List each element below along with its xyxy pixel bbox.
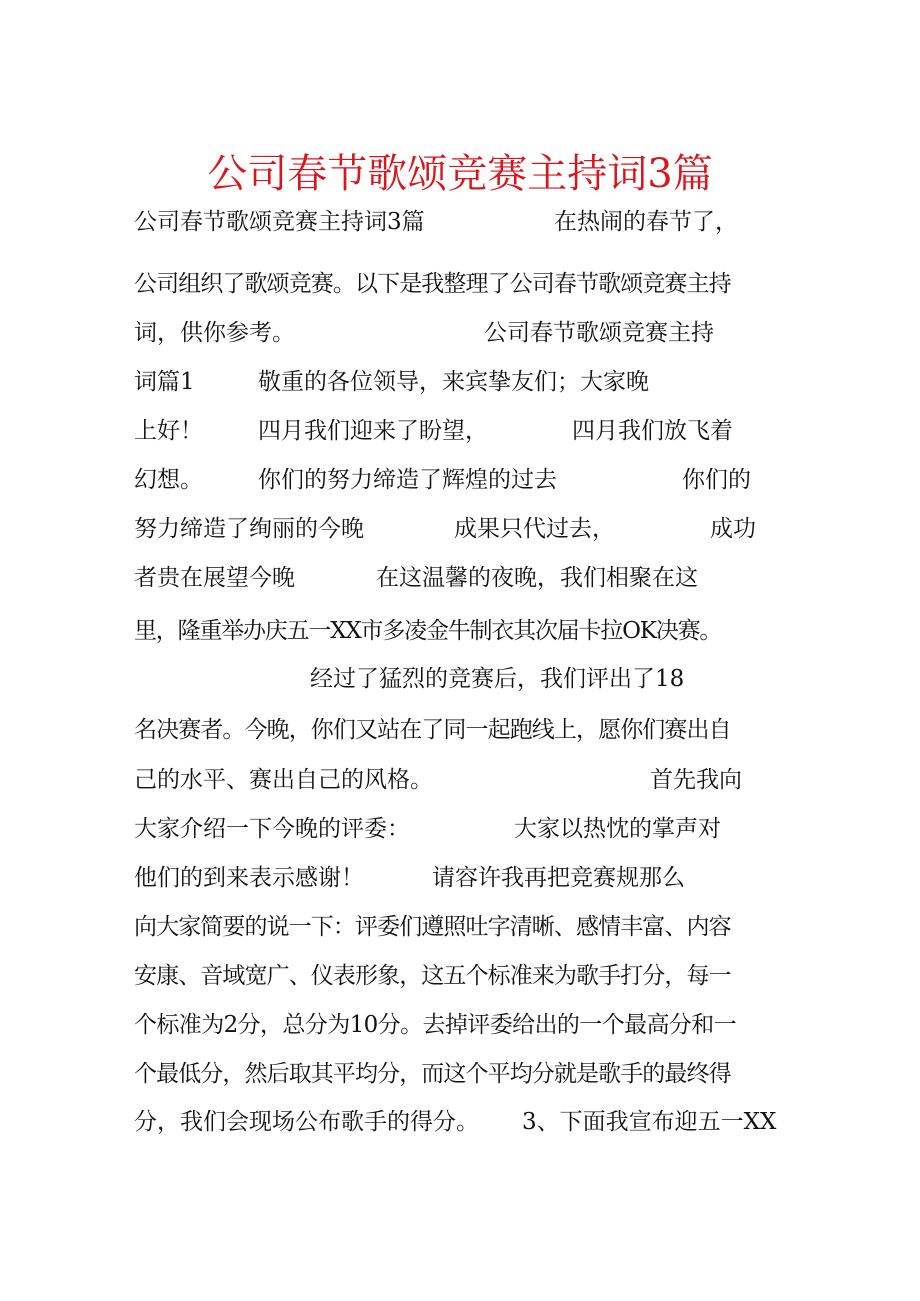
text-segment: 努力缔造了绚丽的今晚 [134, 516, 364, 542]
text-segment: 你们的 [682, 467, 751, 493]
text-segment: 名决赛者。今晚，你们又站在了同一起跑线上，愿你们赛出自 [134, 717, 731, 743]
text-segment: 公司春节歌颂竞赛主持 [484, 320, 714, 346]
text-segment: 成功 [710, 516, 756, 542]
text-segment: 在热闹的春节了， [554, 209, 738, 235]
text-segment: 分，我们会现场公布歌手的得分。 [134, 1109, 479, 1135]
text-segment: 首先我向 [650, 767, 742, 793]
text-segment: 四月我们迎来了盼望， [258, 418, 488, 444]
text-segment: 经过了猛烈的竞赛后，我们评出了18 [310, 666, 685, 692]
text-segment: 个标准为2分，总分为10分。去掉评委给出的一个最高分和一 [134, 1012, 737, 1038]
text-segment: 3、下面我宣布迎五一XX [522, 1109, 777, 1135]
text-segment: 敬重的各位领导，来宾挚友们；大家晚 [258, 369, 649, 395]
text-segment: 四月我们放飞着 [572, 418, 733, 444]
text-segment: 己的水平、赛出自己的风格。 [134, 767, 433, 793]
text-segment: 者贵在展望今晚 [134, 565, 295, 591]
text-segment: 词，供你参考。 [134, 320, 295, 346]
text-segment: 请容许我再把竞赛规那么 [432, 865, 685, 891]
text-segment: 大家介绍一下今晚的评委： [134, 816, 410, 842]
text-segment: 安康、音域宽广、仪表形象，这五个标准来为歌手打分，每一 [134, 963, 731, 989]
text-segment: 公司组织了歌颂竞赛。以下是我整理了公司春节歌颂竞赛主持 [134, 271, 731, 297]
text-segment: 幻想。 [134, 467, 203, 493]
text-segment: 上好！ [134, 418, 203, 444]
text-segment: 里，隆重举办庆五一XX市多凌金牛制衣其次届卡拉OK决赛。 [134, 618, 722, 644]
text-segment: 大家以热忱的掌声对 [514, 816, 721, 842]
text-segment: 公司春节歌颂竞赛主持词3篇 [134, 209, 425, 235]
text-segment: 你们的努力缔造了辉煌的过去 [258, 467, 557, 493]
text-segment: 他们的到来表示感谢！ [134, 865, 364, 891]
text-segment: 成果只代过去， [454, 516, 615, 542]
text-segment: 词篇1 [134, 369, 195, 395]
text-segment: 向大家简要的说一下：评委们遵照吐字清晰、感情丰富、内容 [134, 914, 731, 940]
text-segment: 个最低分，然后取其平均分，而这个平均分就是歌手的最终得 [134, 1061, 731, 1087]
text-segment: 在这温馨的夜晚，我们相聚在这 [376, 565, 698, 591]
document-title: 公司春节歌颂竞赛主持词3篇 [207, 151, 713, 197]
